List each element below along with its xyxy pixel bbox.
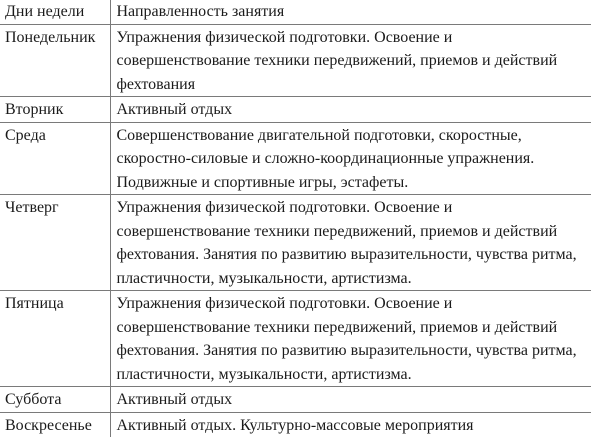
day-cell: Пятница	[0, 291, 110, 387]
day-cell: Воскресенье	[0, 412, 110, 437]
table-row	[0, 387, 591, 413]
table-row	[0, 24, 591, 97]
day-cell: Четверг	[0, 195, 110, 291]
table-row	[0, 122, 591, 195]
focus-cell: Активный отдых	[110, 387, 591, 413]
focus-cell: Активный отдых	[110, 97, 591, 123]
day-cell: Понедельник	[0, 24, 110, 97]
day-cell: Среда	[0, 122, 110, 195]
focus-cell: Упражнения физической подготовки. Освоение и совершенствование техники передвижений, приемов и действий фехтования. Занятия по развитию выразительности, чувства ритма, пластичности, музыкальности, артистизма.	[110, 195, 591, 291]
focus-cell: Упражнения физической подготовки. Освоение и совершенствование техники передвижений, приемов и действий фехтования. Занятия по развитию выразительности, чувства ритма, пластичности, музыкальности, артистизма.	[110, 291, 591, 387]
day-cell: Вторник	[0, 97, 110, 123]
focus-cell: Упражнения физической подготовки. Освоение и совершенствование техники передвижений, приемов и действий фехтования	[110, 24, 591, 97]
focus-cell: Совершенствование двигательной подготовки, скоростные, скоростно-силовые и сложно-координационные упражнения. Подвижные и спортивные игры, эстафеты.	[110, 122, 591, 195]
table-row	[0, 195, 591, 291]
table-row	[0, 291, 591, 387]
table-row	[0, 97, 591, 123]
table-row	[0, 412, 591, 437]
header-focus: Направленность занятия	[110, 0, 591, 24]
table-header-row	[0, 0, 591, 24]
day-cell: Суббота	[0, 387, 110, 413]
header-days: Дни недели	[0, 0, 110, 24]
focus-cell: Активный отдых. Культурно-массовые мероприятия	[110, 412, 591, 437]
